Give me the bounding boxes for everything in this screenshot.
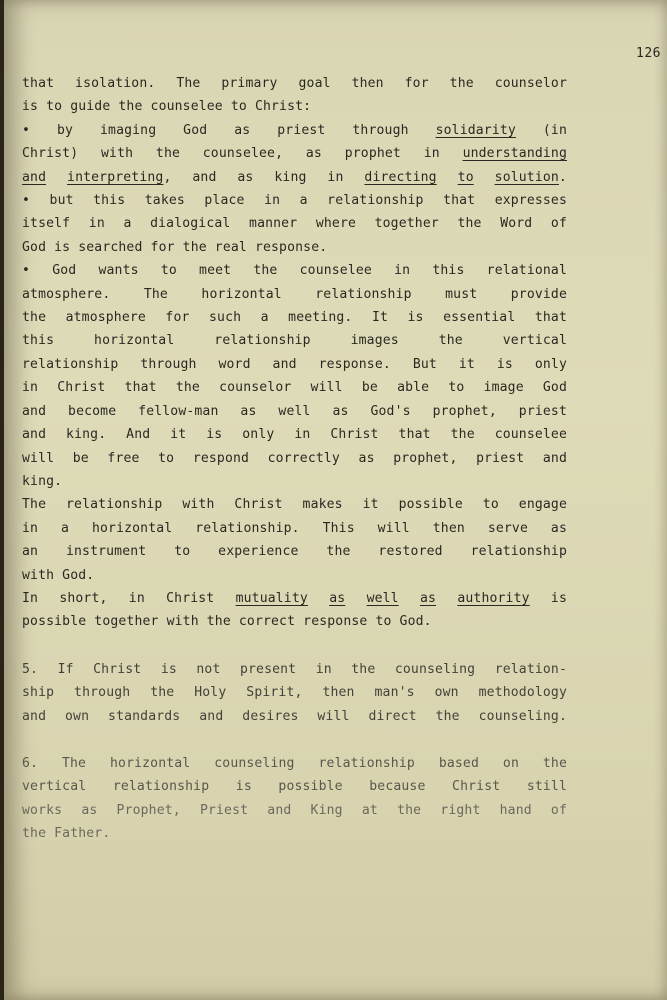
- underlined-word: well: [366, 590, 399, 606]
- text-line: possible together with the correct response to God.: [22, 614, 432, 630]
- text-line: king.: [22, 473, 63, 489]
- text-line: the Father.: [22, 826, 111, 842]
- text-line: and king. And it is only in Christ that the counselee: [22, 427, 567, 443]
- text-line: atmosphere. The horizontal relationship must provide: [22, 286, 567, 302]
- text-line: • by imaging God as priest through solidarity (in: [22, 122, 567, 138]
- text-line: In short, in Christ mutuality as well as authority is: [22, 590, 567, 606]
- text-line: an instrument to experience the restored relationship: [22, 544, 567, 560]
- text-line: and interpreting, and as king in directing to solution.: [22, 169, 567, 185]
- text-line: with God.: [22, 567, 95, 583]
- body-text: [22, 72, 567, 846]
- underlined-word: directing: [364, 169, 437, 185]
- text-line: relationship through word and response. But it is only: [22, 356, 567, 372]
- underlined-word: to: [457, 169, 474, 185]
- underlined-word: as: [419, 590, 437, 606]
- text-line: 6. The horizontal counseling relationship based on the: [22, 755, 567, 771]
- underlined-word: mutuality: [235, 590, 308, 606]
- text-line: Christ) with the counselee, as prophet in understanding: [22, 146, 567, 162]
- text-line: God is searched for the real response.: [22, 239, 328, 255]
- text-line: that isolation. The primary goal then for the counselor: [22, 76, 567, 91]
- text-line: this horizontal relationship images the vertical: [22, 333, 567, 349]
- text-line: and own standards and desires will direct the counseling.: [22, 708, 567, 724]
- text-line: in a horizontal relationship. This will then serve as: [22, 520, 567, 536]
- underlined-word: and: [22, 169, 47, 185]
- text-line: works as Prophet, Priest and King at the right hand of: [22, 802, 567, 818]
- page-number: 126: [636, 46, 661, 61]
- underlined-word: solidarity: [435, 122, 516, 138]
- paragraph-gap: [22, 728, 567, 752]
- text-line: and become fellow-man as well as God's prophet, priest: [22, 403, 567, 419]
- text-line: itself in a dialogical manner where together the Word of: [22, 216, 567, 232]
- text-line: vertical relationship is possible because Christ still: [22, 779, 567, 795]
- text-line: • God wants to meet the counselee in this relational: [22, 263, 567, 279]
- text-line: will be free to respond correctly as prophet, priest and: [22, 450, 567, 466]
- text-line: is to guide the counselee to Christ:: [22, 99, 312, 115]
- underlined-word: solution: [494, 169, 559, 185]
- text-line: The relationship with Christ makes it possible to engage: [22, 497, 567, 513]
- text-line: 5. If Christ is not present in the counseling relation-: [22, 661, 567, 677]
- paragraph-gap: [22, 634, 567, 658]
- text-line: • but this takes place in a relationship that expresses: [22, 193, 567, 209]
- underlined-word: interpreting: [67, 169, 164, 185]
- underlined-word: authority: [457, 590, 530, 606]
- underlined-word: understanding: [462, 146, 567, 162]
- underlined-word: as: [329, 590, 346, 606]
- text-line: in Christ that the counselor will be able to image God: [22, 380, 567, 396]
- document-page: [4, 0, 667, 1000]
- text-line: ship through the Holy Spirit, then man's own methodology: [22, 685, 567, 701]
- text-line: the atmosphere for such a meeting. It is essential that: [22, 310, 567, 326]
